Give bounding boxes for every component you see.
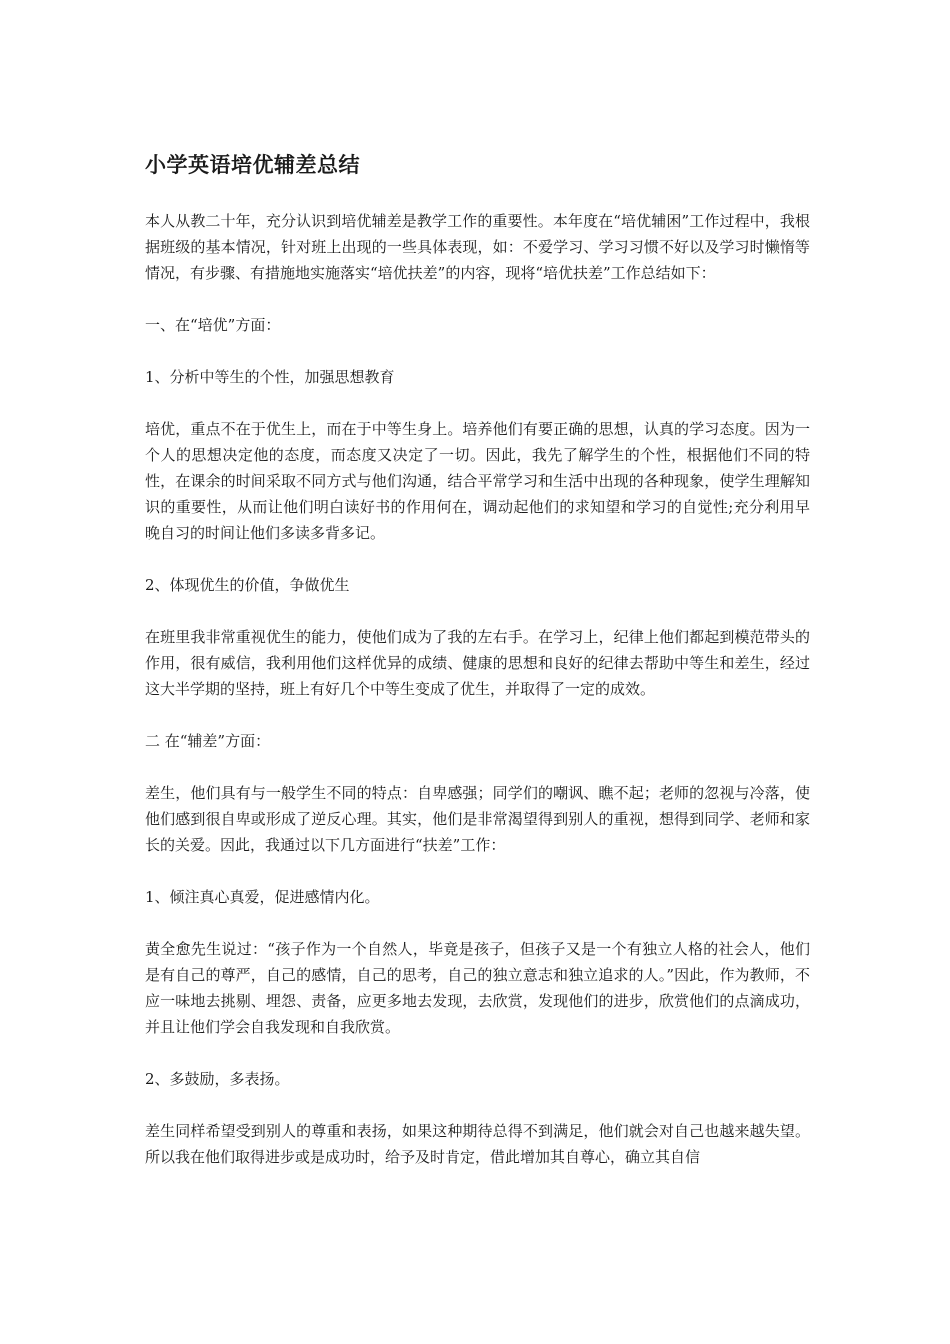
document-title: 小学英语培优辅差总结	[145, 153, 360, 177]
subsection-heading-1: 1、分析中等生的个性，加强思想教育	[145, 368, 395, 386]
subsection-heading-fucha-2: 2、多鼓励，多表扬。	[145, 1070, 290, 1088]
subsection-heading-fucha-1: 1、倾注真心真爱，促进感情内化。	[145, 888, 380, 906]
paragraph-intro: 本人从教二十年，充分认识到培优辅差是教学工作的重要性。本年度在“培优辅困”工作过程中，我根据班级的基本情况，针对班上出现的一些具体表现，如：不爱学习、学习习惯不好以及学习时懒惰等情况，有步骤、有措施地实施落实“培优扶差”的内容，现将“培优扶差”工作总结如下：	[145, 212, 810, 282]
subsection-heading-2: 2、体现优生的价值，争做优生	[145, 576, 350, 594]
paragraph-peiyou-2: 在班里我非常重视优生的能力，使他们成为了我的左右手。在学习上，纪律上他们都起到模范带头的作用，很有威信，我利用他们这样优异的成绩、健康的思想和良好的纪律去帮助中等生和差生，经过这大半学期的坚持，班上有好几个中等生变成了优生，并取得了一定的成效。	[145, 628, 810, 698]
paragraph-peiyou-1: 培优，重点不在于优生上，而在于中等生身上。培养他们有要正确的思想，认真的学习态度。因为一个人的思想决定他的态度，而态度又决定了一切。因此，我先了解学生的个性，根据他们不同的特性，在课余的时间采取不同方式与他们沟通，结合平常学习和生活中出现的各种现象，使学生理解知识的重要性，从而让他们明白读好书的作用何在，调动起他们的求知望和学习的自觉性;充分利用早晚自习的时间让他们多读多背多记。	[145, 420, 810, 542]
paragraph-fucha-2: 差生同样希望受到别人的尊重和表扬，如果这种期待总得不到满足，他们就会对自己也越来越失望。所以我在他们取得进步或是成功时，给予及时肯定，借此增加其自尊心，确立其自信	[145, 1122, 810, 1166]
section-heading-fucha: 二 在“辅差”方面：	[145, 732, 271, 750]
paragraph-fucha-intro: 差生，他们具有与一般学生不同的特点：自卑感强；同学们的嘲讽、瞧不起；老师的忽视与冷落，使他们感到很自卑或形成了逆反心理。其实，他们是非常渴望得到别人的重视，想得到同学、老师和家长的关爱。因此，我通过以下几方面进行“扶差”工作：	[145, 784, 810, 854]
section-heading-peiyou: 一、在“培优”方面：	[145, 316, 281, 334]
paragraph-fucha-1: 黄全愈先生说过：“孩子作为一个自然人，毕竟是孩子，但孩子又是一个有独立人格的社会人，他们是有自己的尊严，自己的感情，自己的思考，自己的独立意志和独立追求的人。”因此，作为教师，不应一味地去挑剔、埋怨、责备，应更多地去发现，去欣赏，发现他们的进步，欣赏他们的点滴成功，并且让他们学会自我发现和自我欣赏。	[145, 940, 810, 1036]
document-page	[145, 150, 810, 1196]
